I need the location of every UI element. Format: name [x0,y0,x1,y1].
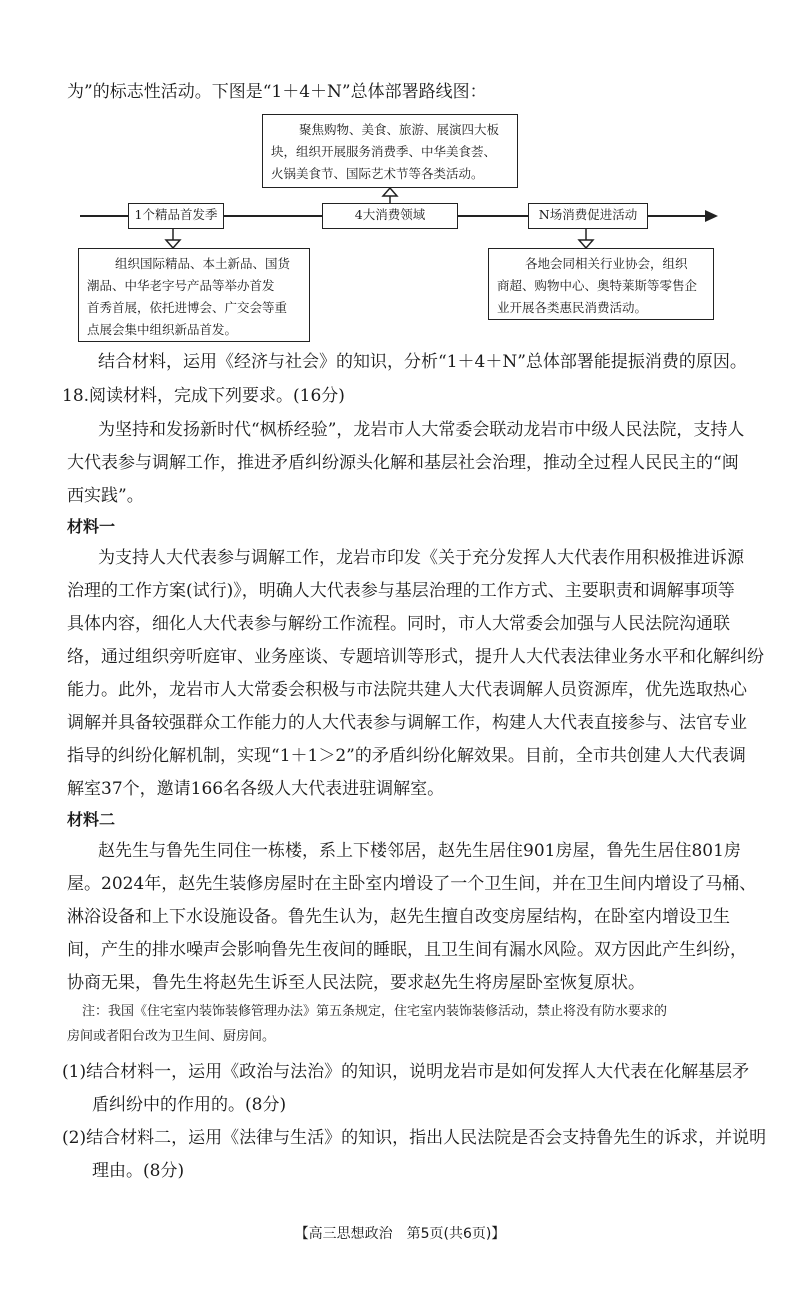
connector-right-pointer [579,240,593,248]
right-box-line: 各地会同相关行业协会，组织 [525,256,688,271]
right-info-box [488,248,714,320]
material1-line: 调解并具备较强群众工作能力的人大代表参与调解工作，构建人大代表直接参与、法官专业 [67,713,747,733]
top-box-line: 聚焦购物、美食、旅游、展演四大板 [299,122,500,137]
right-box-line: 商超、购物中心、奥特莱斯等零售企 [497,278,698,293]
page-footer: 【高三思想政治 第5页(共6页)】 [294,1226,506,1242]
q18-part1-line: (1)结合材料一，运用《政治与法治》的知识，说明龙岩市是如何发挥人大代表在化解基层矛 [62,1062,750,1082]
q18-part2-line: 理由。(8分) [92,1161,185,1181]
q18-part2-line: (2)结合材料二，运用《法律与生活》的知识，指出人民法院是否会支持鲁先生的诉求，并说明 [62,1128,767,1148]
material2-line: 间，产生的排水噪声会影响鲁先生夜间的睡眠，且卫生间有漏水风险。双方因此产生纠纷， [67,940,747,960]
q17-prompt: 结合材料，运用《经济与社会》的知识，分析“1＋4＋N”总体部署能提振消费的原因。 [98,352,747,372]
left-box-line: 组织国际精品、本土新品、国货 [115,256,291,271]
top-info-box [262,114,518,188]
label-premium-launch-season: 1个精品首发季 [128,203,224,229]
material1-line: 解室37个，邀请166名各级人大代表进驻调解室。 [67,779,445,799]
q18-intro-line: 大代表参与调解工作，推进矛盾纠纷源头化解和基层社会治理，推动全过程人民民主的“闽 [67,453,739,473]
material1-heading: 材料一 [67,517,116,536]
connector-left-pointer [166,240,180,248]
material1-line: 为支持人大代表参与调解工作，龙岩市印发《关于充分发挥人大代表作用积极推进诉源 [98,548,744,568]
material1-line: 能力。此外，龙岩市人大常委会积极与市法院共建人大代表调解人员资源库，优先选取热心 [67,680,747,700]
material1-line: 治理的工作方案(试行)》，明确人大代表参与基层治理的工作方式、主要职责和调解事项等 [67,581,735,601]
roadmap-arrowhead [705,210,718,222]
left-box-line: 点展会集中组织新品首发。 [87,322,238,337]
material2-heading: 材料二 [67,810,116,829]
material1-line: 络，通过组织旁听庭审、业务座谈、专题培训等形式，提升人大代表法律业务水平和化解纠纷 [67,647,764,667]
q18-intro-line: 为坚持和发扬新时代“枫桥经验”，龙岩市人大常委会联动龙岩市中级人民法院，支持人 [98,420,745,440]
note-line: 注：我国《住宅室内装饰装修管理办法》第五条规定，住宅室内装饰装修活动，禁止将没有防水要求的 [82,1004,668,1019]
connector-top-pointer [383,188,397,196]
top-box-line: 块，组织开展服务消费季、中华美食荟、 [271,144,497,159]
q18-part1-line: 盾纠纷中的作用的。(8分) [92,1095,287,1115]
label-four-consumption-areas: 4大消费领域 [322,203,458,229]
material1-line: 指导的纠纷化解机制，实现“1＋1＞2”的矛盾纠纷化解效果。目前，全市共创建人大代表调 [67,746,746,766]
q18-intro-line: 西实践”。 [67,486,144,506]
material2-line: 赵先生与鲁先生同住一栋楼，系上下楼邻居，赵先生居住901房屋，鲁先生居住801房 [98,841,741,861]
right-box-line: 业开展各类惠民消费活动。 [497,300,648,315]
note-line: 房间或者阳台改为卫生间、厨房间。 [67,1029,276,1044]
top-box-line: 火锅美食节、国际艺术节等各类活动。 [271,166,484,181]
intro-line: 为”的标志性活动。下图是“1＋4＋N”总体部署路线图： [67,82,487,102]
material2-line: 屋。2024年，赵先生装修房屋时在主卧室内增设了一个卫生间，并在卫生间内增设了马桶、 [67,874,757,894]
material1-line: 具体内容，细化人大代表参与解纷工作流程。同时，市人大常委会加强与人民法院沟通联 [67,614,730,634]
material2-line: 协商无果，鲁先生将赵先生诉至人民法院，要求赵先生将房屋卧室恢复原状。 [67,973,645,993]
left-box-line: 首秀首展，依托进博会、广交会等重 [87,300,288,315]
left-box-line: 潮品、中华老字号产品等举办首发 [87,278,275,293]
left-info-box [78,248,310,342]
label-n-promotion-activities: N场消费促进活动 [528,203,648,229]
q18-title: 18.阅读材料，完成下列要求。(16分) [62,386,345,406]
material2-line: 淋浴设备和上下水设施设备。鲁先生认为，赵先生擅自改变房屋结构，在卧室内增设卫生 [67,907,730,927]
